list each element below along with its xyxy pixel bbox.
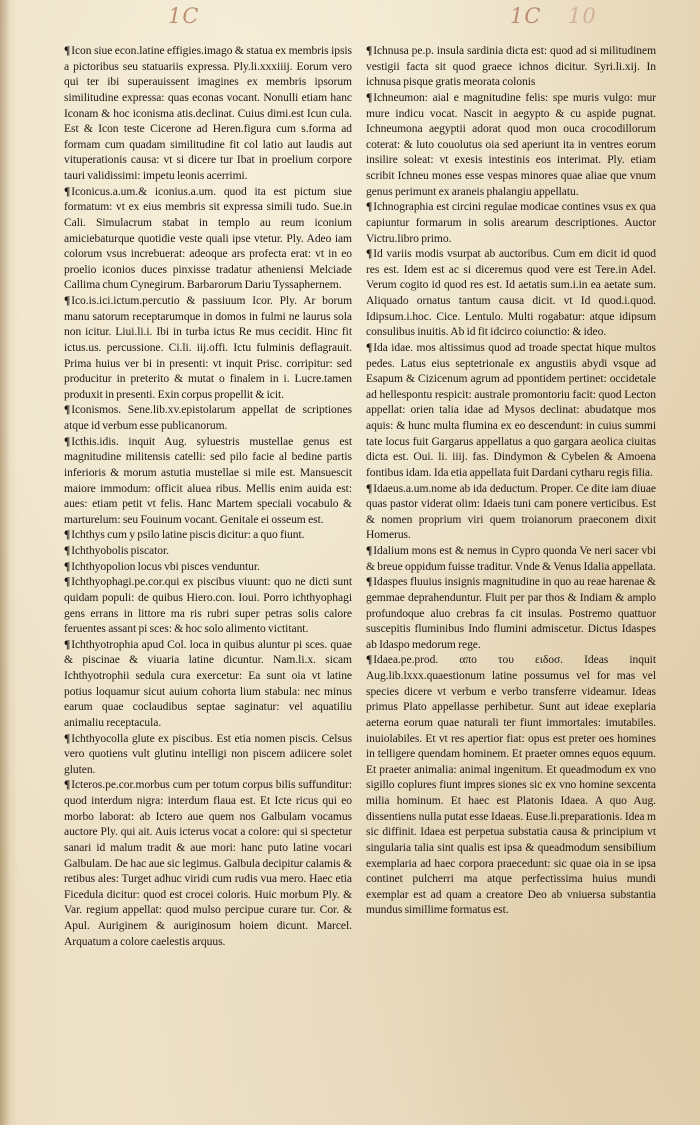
pilcrow-icon: ¶: [64, 529, 71, 542]
entry-text: Ichthyobolis piscator.: [71, 545, 170, 557]
entry-text: Icthis.idis. inquit Aug. syluestris mustellae genus est magnitudine militensis catelli: sed pilo facie al bedine partis inferioris & morum astutia mustellae si mile est. Mansuescit maiore immodum: officit aluea ribus. Mellis enim auida est: aues: etiam petit vt felis. Hanc Martem speciali vocabulo & marturelum: seu Fouinum vocant. Genitale ei osseum est.: [64, 435, 352, 526]
entry-text: Ichthyocolla glute ex piscibus. Est etia nomen piscis. Celsus vero quotiens vult glutinu intelligi non piscem adiicere solet gluten.: [64, 732, 352, 776]
dictionary-entry: [64, 528, 352, 544]
pilcrow-icon: ¶: [64, 545, 71, 557]
pilcrow-icon: ¶: [64, 185, 71, 198]
dictionary-entry: [366, 482, 656, 545]
pilcrow-icon: ¶: [64, 435, 71, 448]
text-column-right: [366, 44, 656, 1084]
dictionary-entry: [64, 294, 352, 403]
pilcrow-icon: ¶: [366, 545, 373, 557]
pilcrow-icon: ¶: [366, 341, 373, 354]
pilcrow-icon: ¶: [366, 654, 373, 667]
pilcrow-icon: ¶: [366, 576, 373, 589]
entry-text: Idaeus.a.um.nome ab ida deductum. Proper. Ce dite iam diuae quas pastor viderat olim: Idaeis tuni cam ponere verticibus. Est & nomen proprium viri quem troianorum praeconem dixit Homerus.: [366, 482, 656, 542]
dictionary-entry: [64, 778, 352, 950]
pilcrow-icon: ¶: [366, 45, 373, 57]
entry-text: Ida idae. mos altissimus quod ad troade spectat hique multos pedes. Latus eius septetrionale ex angustiis abydi vsque ad Esapum & Cizicenum agrum ad ppontidem pertinet: occidetale ad hellespontu respicit: australe promontoriu facit: quod Lecton appellat: orien talia idae ad Mysos declinat: abudatque mos aquis: & hunc multa flumina ex eo descendunt: in cuius summi tate locus fuit Gargarus appellatus a quo gargara aeolica ciuitas dicta est. Oui. li. iiij. fas. Dindymon & Cybelen & Amoena fontibus idam. Ida etia appellata fuit Dardani cytharu regis filia.: [366, 341, 656, 479]
dictionary-entry: [64, 403, 352, 434]
entry-text: Idalium mons est & nemus in Cypro quonda Ve neri sacer vbi & breue oppidum fuisse traditur. Vnde & Venus Idalia appellata.: [366, 545, 656, 573]
dictionary-entry: [366, 200, 656, 247]
entry-text: Icteros.pe.cor.morbus cum per totum corpus bilis suffunditur: quod interdum nigra: interdum flaua est. Et Icte ricus qui eo morbo laborat: ab Ictero aue quem nos Galbulam vocamus auctore Ply. qui ait. Auis icterus vocat a colore: qui si spectetur sanari id malum tradit & aue mori: hanc puto latine vocari Galbulam. De hac aue sic legimus. Galbula decipitur calamis & retibus ales: Turget adhuc viridi cum rudis vua mero. Haec etia Ficedula dicitur: quod est crocei coloris. Huic morbum Ply. & Var. regium appellat: quod mulso percipue curare tur. Cor. & Apul. Auriginem & auriginosum hoiem dicunt. Marcel. Arquatum a colore caelestis arquus.: [64, 779, 352, 948]
entry-text: Idaspes fluuius insignis magnitudine in quo au reae harenae & gemmae deprahenduntur. Fluit per par thos & Indiam & amplo profundoque aluo crebras fa cit insulas. Postremo quattuor suscepitis fluminibus Indo flumini admiscetur. Dictus Idaspes ab Idaspo medorum rege.: [366, 576, 656, 651]
pencil-folio-note-left: 1C: [168, 4, 200, 28]
text-column-left: [64, 44, 352, 1084]
pilcrow-icon: ¶: [366, 248, 373, 261]
pilcrow-icon: ¶: [64, 404, 71, 417]
entry-text: Ichthys cum y psilo latine piscis dicitur: a quo fiunt.: [71, 529, 305, 542]
pilcrow-icon: ¶: [366, 201, 373, 214]
dictionary-entry: [64, 560, 352, 576]
entry-text: Ico.is.ici.ictum.percutio & passiuum Icor. Ply. Ar borum manu satorum receptarumque in domos in fulmi ne laurus sola non icitur. Liui.li.i. Ibi in turba ictus Re mus cecidit. Hinc fit ictus.us. percussione. Ci.li. iij.offi. Ictu fulminis deflagrauit. Prima huius ver bi in presenti: vt inquit Prisc. corripitur: sed producitur in preterito & mutat o finalem in i. Lucre.tamen produxit in presenti. Exin corpus propellit & icit.: [64, 295, 352, 401]
pencil-folio-note-extra: 10: [568, 4, 597, 28]
entry-text: Ichnusa pe.p. insula sardinia dicta est: quod ad si militudinem vestigii facta sit quod graece ichnos dicitur. Syri.li.xij. In ichnusa pisque gratis meorata colonis: [366, 45, 656, 89]
pilcrow-icon: ¶: [64, 732, 71, 745]
dictionary-entry: [366, 247, 656, 341]
pilcrow-icon: ¶: [64, 576, 71, 589]
dictionary-entry: [366, 44, 656, 91]
dictionary-entry: [64, 544, 352, 560]
entry-text: Iconismos. Sene.lib.xv.epistolarum appellat de scriptiones atque id verbum esse publicanorum.: [64, 404, 352, 432]
entry-text: Ichnographia est circini regulae modicae contines vsus ex qua capiuntur formarum in solis arearum descriptiones. Auctor Victru.libro primo.: [366, 201, 656, 245]
pilcrow-icon: ¶: [64, 45, 71, 57]
dictionary-entry: [366, 653, 656, 919]
entry-text: Ichthyotrophia apud Col. loca in quibus aluntur pi sces. quae & piscinae & viuaria latine dicuntur. Nam.li.x. sicam Ichthyotrophii sedula cura exercetur: Ea sunt oia vt latine potius loquamur sicut auium cohorta lium stabula: nec minus earum quae coclaudibus septae saginatur: vel aquatiliu animaliu receptacula.: [64, 638, 352, 729]
pilcrow-icon: ¶: [366, 91, 373, 104]
dictionary-entry: [64, 732, 352, 779]
pilcrow-icon: ¶: [64, 638, 71, 651]
dictionary-entry: [64, 575, 352, 638]
pilcrow-icon: ¶: [64, 295, 71, 307]
pilcrow-icon: ¶: [64, 560, 71, 573]
entry-text: Id variis modis vsurpat ab auctoribus. Cum em dicit id quod res est. Idem est ac si diceremus quod vere est Tere.in Adel. Verum cogito id quod res est. Id aetatis sum.i.in ea aetate sum. Aliquado ornatus tantum causa dicit. vt Id quod.i.quod. Idipsum.i.hoc. Cice. Lentulo. Multi rogabatur: atque idipsum consulibus inuitis. Ab id fit idcirco coiunctio: & ideo.: [366, 248, 656, 339]
dictionary-entry: [366, 544, 656, 575]
dictionary-entry: [64, 44, 352, 185]
entry-text: Ichneumon: aial e magnitudine felis: spe muris vulgo: mur mure indicu vocat. Nascit in aegypto & cu aspide pugnat. Ichneumona aegyptii adorat quod mon ouca crocodillorum coterat: & luto couolutus oia sed aperiunt ita in ventres eorum insilire soleat: vt exesis intestinis eos interimat. Ply. etiam scribit Ichneu mones esse vespas minores quae aliae que vnum genus perimunt ex araneis phalangiu appellatu.: [366, 91, 656, 198]
dictionary-entry: [366, 91, 656, 200]
dictionary-entry: [64, 638, 352, 732]
dictionary-entry: [366, 341, 656, 482]
pencil-folio-note-right: 1C: [510, 4, 542, 28]
entry-text: Icon siue econ.latine effigies.imago & statua ex membris ipsis a pictoribus seu statuariis expressa. Ply.li.xxxiiij. Eorum vero qui ter ibi superauissent imagines ex membris ipsorum similitudine expressa: quas econas vocant. Nonulli etiam hanc Iconam & hoc iconisma atis.declinat. Cuius dimi.est Icun cula. Est & Icon teste Cicerone ad Heren.figura cum s.forma ad formam cum quadam similitudine fit col latio aut laudis aut vituperationis causa: vt si dicere tur Ibat in proelium corpore tauri validissimi: impetu leonis acerrimi.: [64, 45, 352, 182]
entry-text: Idaea.pe.prod. απο του ειδοσ. Ideas inquit Aug.lib.lxxx.quaestionum latine possumus vel for mas vel species dicere vt verbum e verbo transferre videamur. Ideas primus Plato appellasse perhibetur. Sunt aut ideae exeplaria aeterna eorum quae naturali ter fiunt immortales: imutabiles. inuiolabiles. Et vt res apertior fiat: opus est preter oes homines in telligere quendam hominem. Et praeter omnes equos equum. Et praeter animalia: animal ingenitum. Et queadmodum ex vno sigillo coplures fiunt impres siones sic ex vno homine sexcenta milia hominum. Et haec est Platonis Idaea. A quo Aug. dissentiens nulla putat esse Idaeas. Euse.li.preparationis. Idea m sic diffinit. Idaea est perpetua substatia causa & principium vt singularia talia sint qualis est ipsa & queadmodum sensibilium exemplaria ad haec corpora praecedunt: sic quae oia in se ipsa continet pulcherri ma atque perfectissima huius mundi exemplar est ad quam a creatore Deo ab vniuersa substantia mundus simillime formatus est.: [366, 654, 656, 917]
dictionary-entry: [366, 575, 656, 653]
entry-text: Ichthyopolion locus vbi pisces venduntur.: [71, 560, 260, 573]
dictionary-entry: [64, 435, 352, 529]
pilcrow-icon: ¶: [366, 482, 373, 495]
pilcrow-icon: ¶: [64, 779, 71, 792]
entry-text: Iconicus.a.um.& iconius.a.um. quod ita est pictum siue formatum: vt ex eius membris sit expressa simili tudo. Sue.in Cali. Simulacrum stabat in templo au reum iconium amiciebaturque quotidie veste quali ipse vtetur. Ply. Adeo iam colorum vsus increbuerat: adeoque ars profecta erat: vt in eo proelio iconios duces pinxisse tradatur atheniensi Melciade Callima chum Cynegirum. Barbarorum Dariu Tyssaphernem.: [64, 185, 352, 292]
entry-text: Ichthyophagi.pe.cor.qui ex piscibus viuunt: quo ne dicti sunt quidam populi: de quibus Hiero.con. Ioui. Porro ichthyophagi gens errans in littore ma ris rubri super petras solis calore feruentes assant pi sces: & hoc solo alimento victitant.: [64, 576, 352, 636]
dictionary-entry: [64, 185, 352, 294]
